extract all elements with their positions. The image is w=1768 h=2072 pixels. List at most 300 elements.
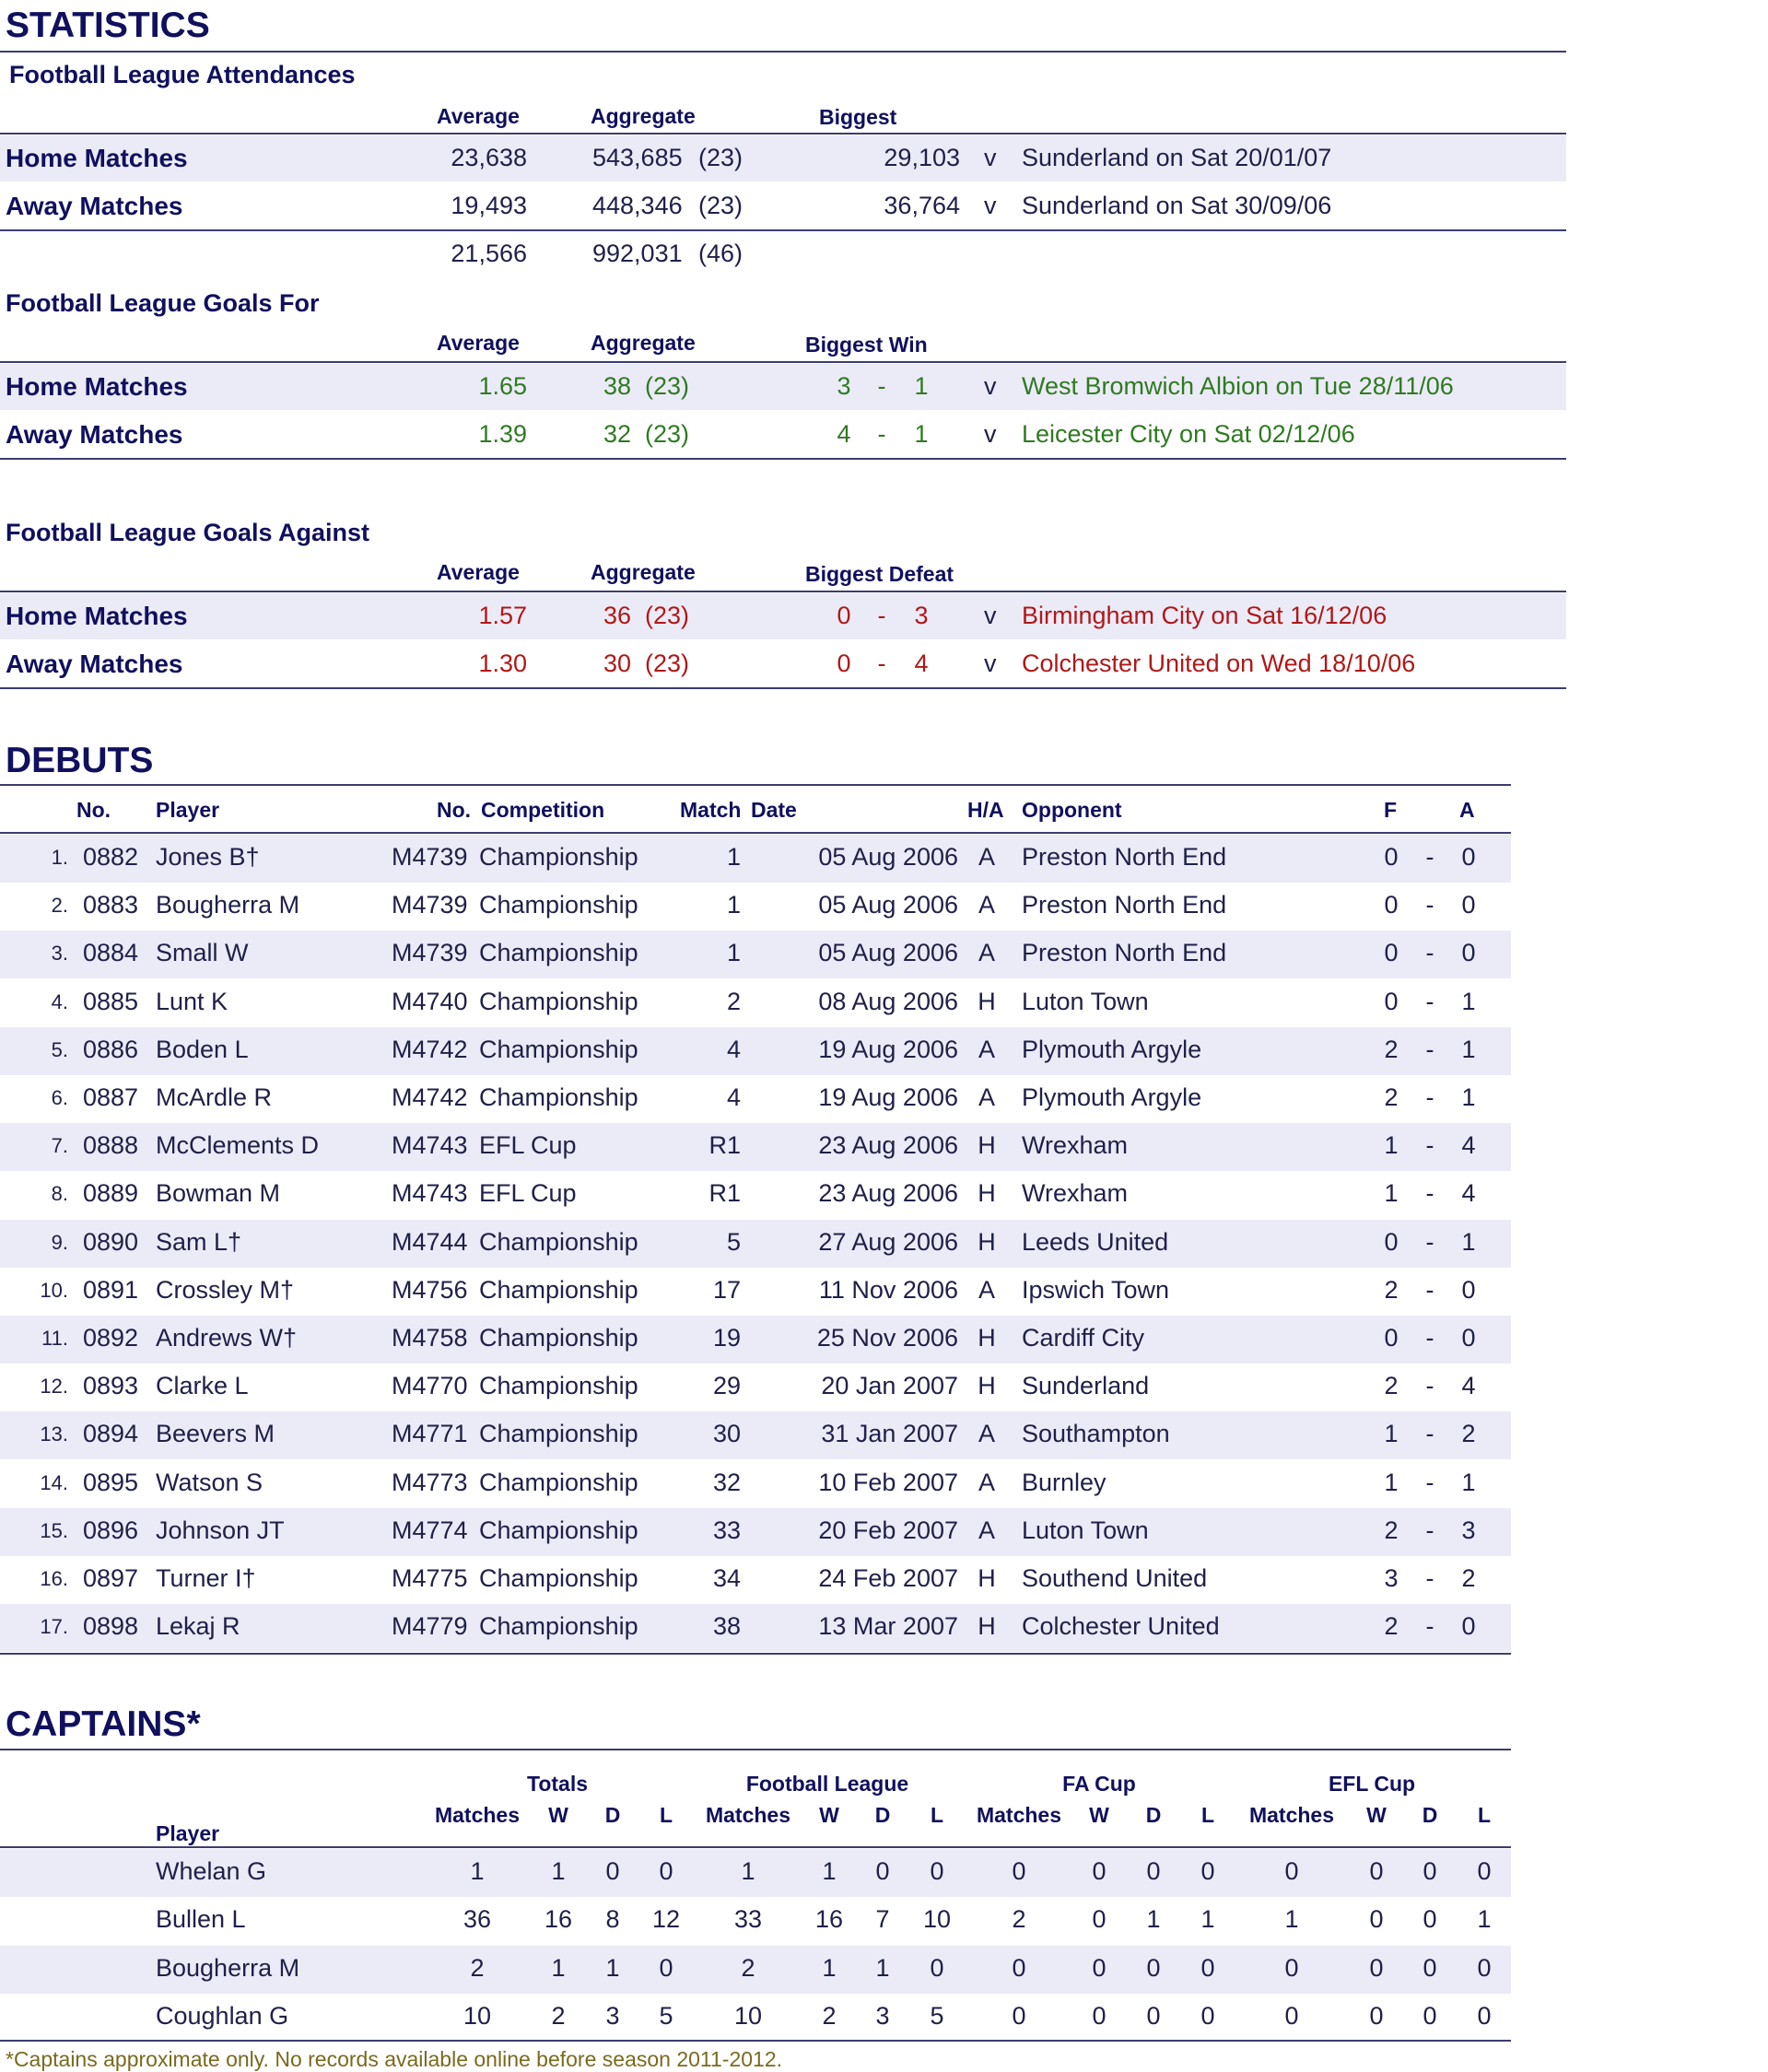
debut-match: 30 [712,1420,741,1447]
debut-score-dash: - [1425,1083,1434,1111]
captain-stat: 0 [1200,1857,1215,1885]
captain-stat: 0 [1012,2002,1026,2030]
captain-stat: 0 [930,1857,944,1885]
debut-player-no: 0895 [83,1469,139,1496]
divider [0,687,1566,689]
captain-stat: 0 [1092,1954,1106,1982]
debut-index: 10. [40,1279,68,1302]
debut-opponent: Ipswich Town [1022,1276,1170,1304]
captain-stat: 0 [875,1857,890,1885]
debut-opponent: Southampton [1022,1420,1170,1447]
debuts-header-a: A [1459,798,1475,822]
goals-against-home-detail: Birmingham City on Sat 16/12/06 [1022,602,1387,629]
debut-competition: Championship [479,891,638,919]
debuts-header-competition: Competition [481,798,605,822]
captains-subheader-w: W [819,1803,839,1827]
captain-stat: 1 [551,1857,566,1885]
debut-score-dash: - [1425,1131,1434,1159]
debut-match-no: M4743 [392,1179,468,1207]
debut-index: 16. [40,1567,68,1590]
debut-home-away: A [978,1036,995,1063]
debut-competition: Championship [479,843,638,871]
captain-stat: 33 [733,1905,763,1933]
debuts-header-date: Date [751,798,797,822]
debut-match-no: M4744 [392,1228,468,1256]
goals-for-header-biggest: Biggest Win [805,333,928,357]
debut-match-no: M4739 [392,939,468,966]
captain-player: Coughlan G [156,2002,289,2030]
divider [0,591,1566,592]
debut-score-for: 0 [1384,988,1399,1015]
attendances-total-games: (46) [698,240,743,267]
captain-stat: 10 [922,1905,952,1933]
captains-title: CAPTAINS* [6,1704,201,1744]
attendances-home-games: (23) [698,144,743,171]
debut-match: 19 [712,1324,741,1352]
debut-opponent: Southend United [1022,1564,1208,1592]
debut-opponent: Leeds United [1022,1228,1169,1256]
debut-match: 32 [712,1469,741,1496]
debut-score-for: 2 [1384,1036,1399,1063]
captain-player: Bougherra M [156,1954,300,1982]
debut-score-dash: - [1425,1612,1434,1640]
debut-competition: Championship [479,939,638,966]
debut-date: 20 Jan 2007 [821,1372,958,1399]
attendances-away-v: v [984,192,997,219]
goals-for-header-average: Average [437,331,520,355]
debut-match: 29 [712,1372,741,1399]
debut-score-for: 0 [1384,843,1399,871]
debuts-title: DEBUTS [6,741,154,780]
attendances-home-v: v [984,144,997,171]
goals-for-away-average: 1.39 [478,420,527,448]
debut-score-dash: - [1425,988,1434,1015]
goals-against-away-dash: - [877,650,886,677]
goals-against-away-average: 1.30 [478,650,527,677]
debut-date: 24 Feb 2007 [818,1564,958,1592]
debut-score-against: 4 [1461,1179,1476,1207]
debut-score-for: 0 [1384,1324,1399,1352]
captains-subheader-d: D [874,1803,891,1827]
captains-subheader-l: L [930,1803,944,1827]
debut-index: 9. [51,1231,68,1254]
debut-opponent: Preston North End [1022,939,1227,966]
debut-match-no: M4771 [392,1420,468,1447]
debut-score-against: 0 [1461,843,1476,871]
goals-against-away-games: (23) [645,650,690,677]
attendances-home-average: 23,638 [451,144,527,171]
captain-stat: 0 [1284,1954,1299,1982]
debut-score-against: 4 [1461,1131,1476,1159]
debut-index: 2. [51,894,68,917]
captain-stat: 0 [1200,2002,1215,2030]
debut-date: 11 Nov 2006 [818,1276,958,1304]
captain-stat: 0 [930,1954,944,1982]
debut-match: 1 [726,891,741,919]
debut-competition: Championship [479,1036,638,1063]
debut-match: 4 [726,1036,741,1063]
debut-player: Lekaj R [156,1612,240,1640]
debut-score-against: 1 [1461,1469,1476,1496]
debuts-header-no: No. [76,798,111,822]
debut-index: 4. [51,990,68,1013]
debut-date: 23 Aug 2006 [818,1179,958,1207]
captain-stat: 36 [462,1905,492,1933]
attendances-away-games: (23) [698,192,743,219]
divider [0,1846,1511,1848]
debut-home-away: H [978,1324,996,1352]
captain-stat: 0 [1092,1857,1106,1885]
debut-score-for: 1 [1384,1179,1399,1207]
debut-score-for: 2 [1384,1372,1399,1399]
debut-competition: Championship [479,1612,638,1640]
debut-player: Lunt K [156,988,228,1015]
debut-score-for: 0 [1384,1228,1399,1256]
divider [0,2040,1511,2042]
captain-stat: 16 [814,1905,844,1933]
debuts-header-f: F [1384,798,1398,822]
captain-stat: 0 [1369,1954,1384,1982]
captain-stat: 0 [659,1954,673,1982]
captain-stat: 0 [1146,1954,1161,1982]
debut-score-against: 2 [1461,1564,1476,1592]
debut-score-for: 3 [1384,1564,1399,1592]
captains-header-player: Player [156,1821,220,1845]
attendances-away-label: Away Matches [6,192,183,220]
debut-match-no: M4775 [392,1564,468,1592]
debuts-header-player: Player [156,798,220,822]
debut-score-dash: - [1425,891,1434,919]
debut-match-no: M4779 [392,1612,468,1640]
goals-against-home-average: 1.57 [478,602,527,629]
attendances-title: Football League Attendances [9,61,356,88]
debut-score-against: 0 [1461,891,1476,919]
captains-group-efl-cup: EFL Cup [1328,1772,1416,1796]
debut-score-against: 0 [1461,1324,1476,1352]
debut-match-no: M4740 [392,988,468,1015]
goals-against-away-v: v [984,650,997,677]
debut-date: 08 Aug 2006 [818,988,958,1015]
debut-score-against: 2 [1461,1420,1476,1447]
debut-match: 33 [712,1516,741,1544]
debut-player: Jones B† [156,843,260,871]
debut-player: Beevers M [156,1420,275,1447]
debut-competition: EFL Cup [479,1131,577,1159]
debut-home-away: A [978,1083,995,1111]
debut-date: 23 Aug 2006 [818,1131,958,1159]
debut-player: Sam L† [156,1228,242,1256]
divider [0,1749,1511,1750]
debut-date: 31 Jan 2007 [821,1420,958,1447]
debut-home-away: A [978,891,995,919]
debut-player-no: 0883 [83,891,139,919]
captain-stat: 7 [875,1905,890,1933]
debut-score-dash: - [1425,1276,1434,1304]
debut-player-no: 0884 [83,939,139,966]
debut-score-dash: - [1425,1516,1434,1544]
debut-index: 3. [51,942,68,965]
captain-stat: 1 [470,1857,485,1885]
goals-for-home-label: Home Matches [6,372,188,401]
goals-against-home-games: (23) [645,602,690,629]
goals-for-title: Football League Goals For [6,289,320,317]
attendances-home-label: Home Matches [6,144,188,172]
debut-home-away: H [978,1131,996,1159]
debut-player-no: 0882 [83,843,139,871]
debut-index: 14. [40,1471,68,1494]
captain-stat: 8 [605,1905,620,1933]
captain-stat: 0 [1423,1905,1437,1933]
debut-index: 7. [51,1134,68,1157]
debut-score-for: 0 [1384,939,1399,966]
captain-stat: 0 [1092,2002,1106,2030]
goals-against-away-aggregate: 30 [603,650,632,677]
captain-stat: 1 [1477,1905,1492,1933]
goals-for-home-detail: West Bromwich Albion on Tue 28/11/06 [1022,372,1454,400]
debut-score-dash: - [1425,1372,1434,1399]
debut-score-dash: - [1425,939,1434,966]
debut-player: Crossley M† [156,1276,295,1304]
debut-opponent: Plymouth Argyle [1022,1083,1202,1111]
debut-score-against: 0 [1461,1276,1476,1304]
goals-for-away-detail: Leicester City on Sat 02/12/06 [1022,420,1355,448]
goals-for-home-score-for: 3 [837,372,851,400]
debut-score-for: 1 [1384,1131,1399,1159]
debut-score-for: 1 [1384,1420,1399,1447]
goals-against-header-aggregate: Aggregate [591,560,696,584]
debut-opponent: Preston North End [1022,891,1227,919]
debut-opponent: Colchester United [1022,1612,1220,1640]
debut-player-no: 0889 [83,1179,139,1207]
captains-subheader-w: W [548,1803,568,1827]
debut-match-no: M4756 [392,1276,468,1304]
debut-score-against: 0 [1461,939,1476,966]
attendances-home-biggest: 29,103 [884,144,960,171]
goals-against-away-score-for: 0 [837,650,851,677]
debut-home-away: H [978,1564,996,1592]
attendances-home-aggregate: 543,685 [592,144,683,171]
debut-index: 15. [40,1519,68,1542]
captain-stat: 0 [1146,1857,1161,1885]
captain-stat: 0 [659,1857,673,1885]
debut-match-no: M4742 [392,1036,468,1063]
captain-stat: 5 [659,2002,673,2030]
debut-score-against: 1 [1461,988,1476,1015]
captain-stat: 0 [1477,1954,1492,1982]
debut-date: 19 Aug 2006 [818,1036,958,1063]
debut-player: Clarke L [156,1372,249,1399]
debut-home-away: H [978,1372,996,1399]
debut-player: Turner I† [156,1564,256,1592]
goals-against-header-average: Average [437,560,520,584]
debut-opponent: Luton Town [1022,1516,1149,1544]
debut-score-against: 1 [1461,1228,1476,1256]
captains-subheader-d: D [1422,1803,1438,1827]
debut-player: Andrews W† [156,1324,298,1352]
captains-subheader-w: W [1089,1803,1109,1827]
captain-stat: 3 [875,2002,890,2030]
debut-match-no: M4739 [392,843,468,871]
debut-player-no: 0896 [83,1516,139,1544]
debut-competition: Championship [479,1228,638,1256]
goals-against-home-v: v [984,602,997,629]
debut-index: 12. [40,1375,68,1398]
divider [0,1653,1511,1655]
debut-home-away: A [978,1420,995,1447]
captain-stat: 3 [605,2002,620,2030]
goals-for-header-aggregate: Aggregate [591,331,696,355]
debut-score-for: 2 [1384,1083,1399,1111]
debut-player: McClements D [156,1131,320,1159]
debut-match-no: M4774 [392,1516,468,1544]
captain-stat: 2 [1012,1905,1026,1933]
debut-opponent: Burnley [1022,1469,1106,1496]
debut-match: 2 [726,988,741,1015]
debut-competition: Championship [479,1564,638,1592]
captain-stat: 0 [605,1857,620,1885]
debut-opponent: Plymouth Argyle [1022,1036,1202,1063]
statistics-title: STATISTICS [6,6,210,45]
captain-stat: 0 [1423,1857,1437,1885]
debut-player: McArdle R [156,1083,273,1111]
captain-stat: 2 [822,2002,837,2030]
debut-score-for: 1 [1384,1469,1399,1496]
captain-player: Bullen L [156,1905,246,1933]
debut-competition: Championship [479,1420,638,1447]
attendances-away-detail: Sunderland on Sat 30/09/06 [1022,192,1332,219]
captain-stat: 0 [1477,2002,1492,2030]
debut-match-no: M4739 [392,891,468,919]
debut-score-for: 2 [1384,1516,1399,1544]
attendances-away-biggest: 36,764 [884,192,960,219]
debut-match: 1 [726,939,741,966]
debut-opponent: Sunderland [1022,1372,1150,1399]
captain-stat: 10 [733,2002,763,2030]
debuts-header-opponent: Opponent [1022,798,1122,822]
debut-date: 10 Feb 2007 [818,1469,958,1496]
debut-home-away: H [978,1612,996,1640]
debut-index: 13. [40,1422,68,1446]
debut-player-no: 0891 [83,1276,139,1304]
captain-stat: 0 [1423,1954,1437,1982]
debut-player-no: 0890 [83,1228,139,1256]
captain-stat: 0 [1146,2002,1161,2030]
attendances-away-aggregate: 448,346 [592,192,683,219]
captains-group-totals: Totals [526,1772,589,1796]
attendances-away-average: 19,493 [451,192,527,219]
captain-stat: 10 [462,2002,492,2030]
attendances-header-aggregate: Aggregate [591,104,696,128]
debut-player-no: 0885 [83,988,139,1015]
debut-score-against: 1 [1461,1036,1476,1063]
debut-match: 1 [726,843,741,871]
captain-stat: 0 [1012,1954,1026,1982]
debut-match: 4 [726,1083,741,1111]
captain-stat: 0 [1012,1857,1026,1885]
captain-stat: 2 [551,2002,566,2030]
debut-player: Johnson JT [156,1516,285,1544]
debut-home-away: H [978,988,996,1015]
goals-against-header-biggest: Biggest Defeat [805,562,954,586]
debut-player-no: 0898 [83,1612,139,1640]
debut-index: 6. [51,1086,68,1109]
captain-stat: 1 [875,1954,890,1982]
debut-index: 11. [41,1327,68,1350]
captains-subheader-l: L [1477,1803,1492,1827]
goals-for-away-aggregate: 32 [603,420,632,448]
debut-score-against: 0 [1461,1612,1476,1640]
goals-against-home-score-against: 3 [914,602,929,629]
debut-opponent: Preston North End [1022,843,1227,871]
debut-date: 27 Aug 2006 [818,1228,958,1256]
captains-subheader-d: D [604,1803,621,1827]
debuts-header-ha: H/A [967,798,1004,822]
divider [0,51,1566,53]
debut-score-for: 2 [1384,1276,1399,1304]
divider [0,458,1566,460]
debut-score-for: 0 [1384,891,1399,919]
debut-home-away: A [978,1469,995,1496]
debut-home-away: A [978,1276,995,1304]
debut-score-dash: - [1425,1469,1434,1496]
attendances-header-average: Average [437,104,520,128]
debut-index: 1. [51,846,68,869]
debut-score-dash: - [1425,1228,1434,1256]
captain-stat: 0 [1423,2002,1437,2030]
goals-against-away-label: Away Matches [6,650,183,678]
captains-subheader-w: W [1366,1803,1387,1827]
captains-subheader-matches: Matches [976,1803,1062,1827]
debut-competition: Championship [479,1083,638,1111]
goals-for-away-label: Away Matches [6,420,183,449]
debut-date: 13 Mar 2007 [818,1612,958,1640]
debut-home-away: H [978,1179,996,1207]
debut-player: Bougherra M [156,891,300,919]
captain-stat: 1 [822,1857,837,1885]
debut-competition: EFL Cup [479,1179,577,1207]
debut-player: Watson S [156,1469,263,1496]
debut-match: 17 [712,1276,741,1304]
captains-group-league: Football League [745,1772,909,1796]
goals-for-home-v: v [984,372,997,400]
captain-stat: 0 [1200,1954,1215,1982]
captain-player: Whelan G [156,1857,267,1885]
debut-player-no: 0897 [83,1564,139,1592]
goals-for-home-average: 1.65 [478,372,527,400]
captains-subheader-l: L [1200,1803,1215,1827]
debut-match-no: M4742 [392,1083,468,1111]
debut-competition: Championship [479,1516,638,1544]
debut-match-no: M4758 [392,1324,468,1352]
debut-date: 05 Aug 2006 [818,939,958,966]
debut-index: 5. [51,1038,68,1061]
attendances-total-aggregate: 992,031 [592,240,683,267]
goals-for-home-dash: - [877,372,886,400]
debut-competition: Championship [479,1324,638,1352]
captain-stat: 1 [551,1954,566,1982]
goals-for-home-games: (23) [645,372,690,400]
debut-player-no: 0893 [83,1372,139,1399]
debuts-header-match: Match [680,798,742,822]
goals-for-away-dash: - [877,420,886,448]
debut-player: Boden L [156,1036,249,1063]
goals-against-home-dash: - [877,602,886,629]
attendances-home-detail: Sunderland on Sat 20/01/07 [1022,144,1332,171]
captain-stat: 0 [1477,1857,1492,1885]
captain-stat: 1 [822,1954,837,1982]
captain-stat: 0 [1284,2002,1299,2030]
goals-for-away-score-for: 4 [837,420,851,448]
